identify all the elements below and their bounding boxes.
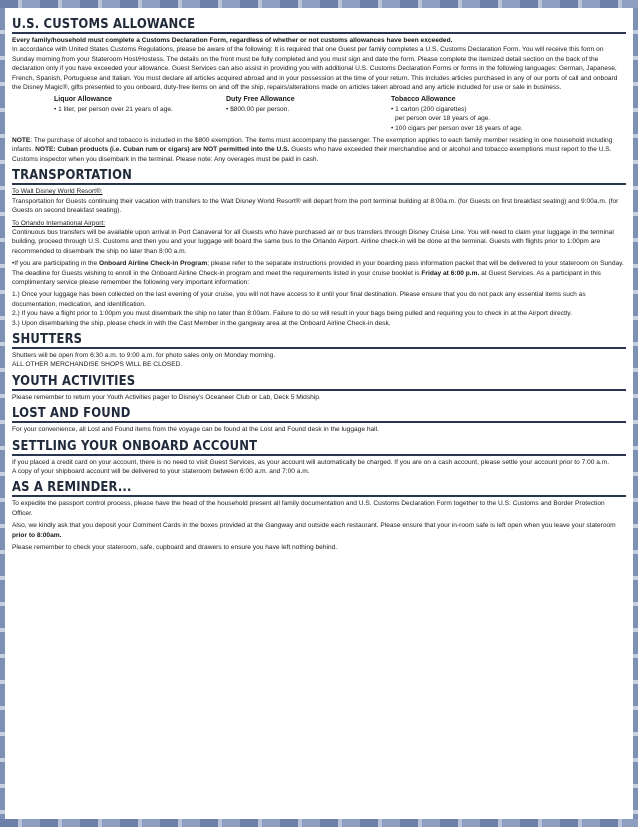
dutyfree-allowance — [226, 95, 391, 133]
airport-text: Continuous bus transfers will be available upon arrival in Port Canaveral for all Guests who have purchased air or bus transfers through Disney Cruise Line. You will need to claim your luggage in the terminal building, proceed through U.S. Customs and then you and your luggage will board the same bus to the Orlando Airport. Airline check-in will be done at the terminal. Guests with flights prior to 1:00pm are recommended to disembark the ship no later than 8:00 a.m. — [12, 228, 614, 255]
note-text1: : The purchase of alcohol and tobacco is included in the $800 exemption. The items must accompany the passenger. The exemption applies to each family member residing in one household including infants. — [12, 137, 613, 154]
shutters-heading: SHUTTERS — [12, 330, 83, 347]
shutters-line1: Shutters will be open from 6:30 a.m. to 9:00 a.m. for photo sales only on Monday morning. — [12, 351, 276, 359]
list-item: 3.) Upon disembarking the ship, please check in with the Cast Member in the gangway area at the Onboard Airline Check-in desk. — [12, 319, 391, 327]
transportation-section — [12, 167, 626, 328]
settling-heading: SETTLING YOUR ONBOARD ACCOUNT — [12, 437, 258, 454]
shutters-line2: ALL OTHER MERCHANDISE SHOPS WILL BE CLOSED. — [12, 361, 183, 369]
heading-rule — [12, 347, 626, 349]
checkin-program: Onboard Airline Check-in Program — [98, 260, 208, 268]
note-label: NOTE — [12, 137, 31, 145]
reminder-text2-prefix: Also, we kindly ask that you deposit your Comment Cards in the boxes provided at the Gangway and outside each restaurant. Please ensure that your in-room safe is left open when you leave your stateroom — [12, 522, 616, 530]
left-border — [0, 8, 5, 819]
checkin-deadline: Friday at 6:00 p.m. — [421, 269, 480, 277]
reminder-text1: To expedite the passport control process, please have the head of the household present all family documentation and U.S. Customs Declaration Form together to the U.S. Customs and Border Protection Officer. — [12, 500, 605, 517]
bottom-border — [0, 819, 638, 827]
wdw-text: Transportation for Guests continuing their vacation with transfers to the Walt Disney World Resort® will depart from the port terminal building at 8:00a.m. (for Guests on first breakfast seating) and 9:00a.m. (for Guests on second breakfast seating). — [12, 197, 619, 215]
heading-rule — [12, 32, 626, 34]
reminder-text3: Please remember to check your stateroom, safe, cupboard and drawers to ensure you have left nothing behind. — [12, 544, 338, 552]
checkin-prefix: •If you are participating in the — [12, 260, 99, 268]
top-border — [0, 0, 638, 8]
dutyfree-title: Duty Free Allowance — [226, 96, 295, 104]
list-item: 1.) Once your luggage has been collected on the last evening of your cruise, you will not have access to it until your final destination. Please ensure that you do not pack any essential items such as documentation, medication, and identification. — [12, 291, 586, 308]
reminder-deadline: prior to 8:00am. — [12, 531, 62, 539]
heading-rule — [12, 454, 626, 456]
customs-heading: U.S. CUSTOMS ALLOWANCE — [12, 16, 196, 32]
allowance-table — [12, 95, 626, 133]
tobacco-allowance — [391, 95, 551, 133]
customs-lead: Every family/household must complete a Customs Declaration Form, regardless of whether or not customs allowances have been exceeded. — [12, 37, 453, 44]
checkin-text: ; please refer to the separate instructions provided in your boarding pass information packet that will be delivered to your stateroom on Sunday. The deadline for Guests wishing to enroll in the Onboard Airline Check-in program and meet the requirements listed in your cruise booklet is — [12, 260, 624, 277]
liquor-allowance — [54, 95, 226, 133]
airport-label: To Orlando International Airport: — [12, 219, 106, 227]
heading-rule — [12, 389, 626, 391]
heading-rule — [12, 421, 626, 423]
transportation-heading: TRANSPORTATION — [12, 167, 133, 184]
settling-text2: A copy of your shipboard account will be delivered to your stateroom between 6:00 a.m. and 7:00 a.m. — [12, 468, 310, 475]
reminder-section — [12, 479, 626, 552]
tobacco-line1: • 1 carton (200 cigarettes) — [391, 105, 467, 113]
youth-text: Please remember to return your Youth Activities pager to Disney's Oceaneer Club or Lab, Deck 5 Midship. — [12, 393, 321, 401]
settling-text1: If you placed a credit card on your account, there is no need to visit Guest Services, as your account will automatically be charged. If you are on a cash account, please settle your account prior to 7:00 a.m. — [12, 458, 610, 466]
youth-heading: YOUTH ACTIVITIES — [12, 372, 136, 389]
tobacco-line2: per person over 18 years of age. — [395, 115, 491, 123]
checkin-paragraph — [12, 259, 626, 287]
heading-rule — [12, 183, 626, 185]
tobacco-line3: • 100 cigars per person over 18 years of age. — [391, 124, 523, 132]
liquor-text: • 1 liter, per person over 21 years of age. — [54, 105, 173, 113]
note-text2: Guests who have exceeded their merchandise and or alcohol and tobacco exemptions must report to the U.S. Customs inspector when you disembark in the terminal. Please note: Any overages must be paid in cash. — [12, 146, 612, 163]
lostfound-heading: LOST AND FOUND — [12, 405, 131, 422]
settling-section — [12, 438, 626, 477]
shutters-section — [12, 331, 626, 370]
heading-rule — [12, 495, 626, 497]
reminder-heading: AS A REMINDER... — [12, 479, 132, 496]
lostfound-text: For your convenience, all Lost and Found items from the voyage can be found at the Lost and Found desk in the luggage hall. — [12, 426, 379, 434]
wdw-label: To Walt Disney World Resort®: — [12, 188, 103, 196]
list-item: 2.) If you have a flight prior to 1:00pm you must disembark the ship no later than 8:00am. Failure to do so will result in your bags being pulled and requiring you to check in at the Airport directly. — [12, 310, 572, 318]
liquor-title: Liquor Allowance — [54, 96, 113, 104]
customs-section — [12, 16, 626, 164]
note-cuban: NOTE: Cuban products (i.e. Cuban rum or cigars) are NOT permitted into the U.S. — [35, 146, 290, 154]
customs-note — [12, 136, 626, 164]
dutyfree-text: • $800.00 per person. — [226, 105, 290, 113]
youth-section — [12, 373, 626, 402]
checkin-suffix: at Guest Services. As a participant in this complimentary service please remember the following very important information: — [12, 269, 601, 286]
document-body — [12, 16, 626, 815]
customs-body: In accordance with United States Customs Regulations, please be aware of the following: It is required that one Guest per family completes a U.S. Customs Declaration Form. You will receive this form on Sunday morning from your Stateroom Host/Hostess. The details on the front must be fully completed and you must sign and date the form. Please complete the itemized detail section on the back of the declaration only if you have exceeded your allowance. Guest Services can also assist in providing you with additional U.S. Customs Declaration Forms or forms in the following languages: German, Japanese, French, Spanish, Portuguese and Italian. You must declare all articles acquired abroad and in your possession at the time of your return. This includes articles purchased in any of our ports of call and onboard the Disney Magic®, gifts presented to you onboard, duty-free items on and off the ship, repairs/alterations made on articles taken abroad and any article included for use or sale in business. — [12, 46, 618, 92]
tobacco-title: Tobacco Allowance — [391, 96, 456, 104]
reminder-text2 — [12, 521, 626, 540]
lostfound-section — [12, 405, 626, 434]
right-border — [633, 8, 638, 819]
